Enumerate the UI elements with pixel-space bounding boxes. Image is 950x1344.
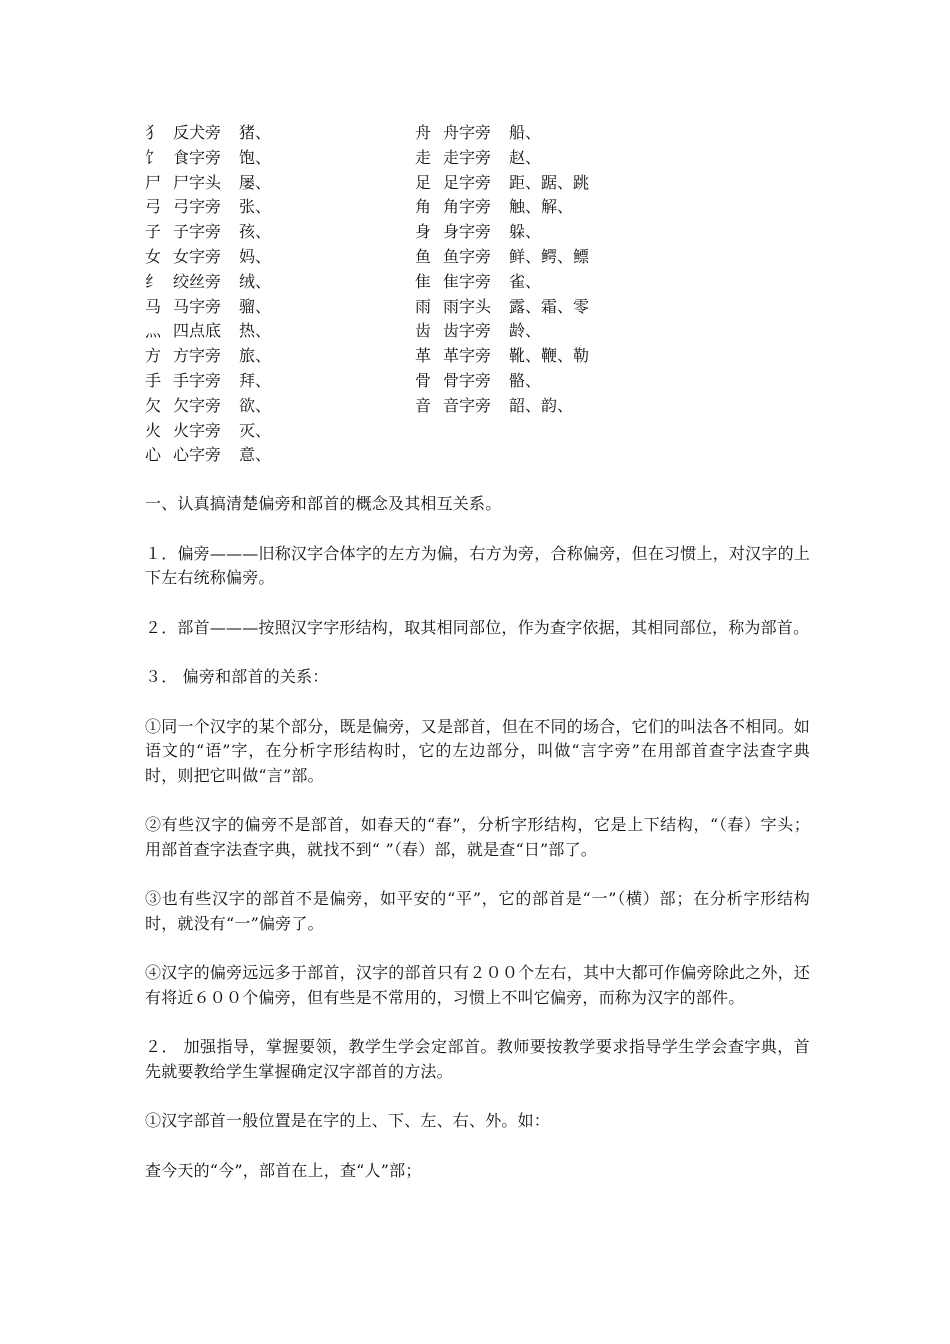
radical-glyph: 犭 [145,123,162,142]
paragraph: ④汉字的偏旁远远多于部首，汉字的部首只有２００个左右，其中大都可作偏旁除此之外，还有将近６００个偏旁，但有些是不常用的，习惯上不叫它偏旁，而称为汉字的部件。 [145,963,810,1007]
paragraph: ③也有些汉字的部首不是偏旁，如平安的“平”，它的部首是“一”（横）部；在分析字形结构时，就没有“一”偏旁了。 [145,889,810,933]
radical-glyph: 音 [415,395,432,415]
body-text [145,492,810,1208]
radical-row [145,344,271,369]
radical-row [415,295,589,320]
radical-examples: 灭、 [239,420,272,440]
radical-name: 身字旁 [443,222,492,242]
radical-name: 女字旁 [173,246,222,266]
radical-name: 革字旁 [443,346,492,366]
radical-row [145,220,271,245]
radical-row [145,195,271,220]
radical-row [145,319,271,344]
paragraph: ②有些汉字的偏旁不是部首，如春天的“春”，分析字形结构，它是上下结构，“（春）字头；用部首查字法查字典，就找不到“ ”（春）部，就是查“日”部了。 [145,815,810,859]
radical-row [415,121,589,146]
radical-row [415,369,589,394]
radical-glyph: 舟 [415,123,432,142]
radical-row [415,146,589,171]
radical-name: 尸字头 [173,172,222,192]
radical-examples: 雀、 [509,271,542,291]
radical-name: 足字旁 [443,172,492,192]
radical-examples: 张、 [239,197,272,217]
radical-glyph: 灬 [145,321,162,341]
paragraph: ①汉字部首一般位置是在字的上、下、左、右、外。如： [145,1111,551,1130]
radical-glyph: 子 [145,222,162,242]
radical-glyph: 火 [145,420,162,440]
radical-name: 反犬旁 [173,123,222,142]
radical-name: 角字旁 [443,197,492,217]
radical-name: 心字旁 [173,445,222,465]
radical-glyph: 女 [145,246,162,266]
radical-row [415,344,589,369]
radical-row [415,171,589,196]
radical-row [145,245,271,270]
radical-name: 绞丝旁 [173,271,222,291]
radical-glyph: 纟 [145,271,162,291]
radical-name: 子字旁 [173,222,222,242]
radical-glyph: 隹 [415,271,432,291]
radical-name: 音字旁 [443,395,492,415]
radical-row [415,245,589,270]
radical-examples: 饱、 [239,147,272,167]
radical-examples: 骝、 [239,296,272,316]
radical-glyph: 马 [145,296,162,316]
radical-examples: 孩、 [239,222,272,242]
radical-glyph: 饣 [145,147,162,167]
section-heading: 一、认真搞清楚偏旁和部首的概念及其相互关系。 [145,494,502,513]
radical-glyph: 齿 [415,321,432,341]
radical-row [145,443,271,468]
paragraph: ３． 偏旁和部首的关系： [145,667,329,686]
paragraph: １．偏旁———旧称汉字合体字的左方为偏，右方为旁，合称偏旁，但在习惯上，对汉字的上下左右统称偏旁。 [145,543,810,587]
radical-row [415,195,589,220]
radical-examples: 靴、鞭、勒 [509,346,590,366]
radical-name: 食字旁 [173,147,222,167]
radical-name: 火字旁 [173,420,222,440]
radical-name: 走字旁 [443,147,492,167]
radical-glyph: 足 [415,172,432,192]
radical-examples: 意、 [239,445,272,465]
radical-row [415,270,589,295]
radical-name: 骨字旁 [443,370,492,390]
radical-glyph: 手 [145,370,162,390]
radical-examples: 船、 [509,123,542,142]
radical-examples: 拜、 [239,370,272,390]
radical-examples: 旅、 [239,346,272,366]
radical-name: 四点底 [173,321,222,341]
paragraph: 查今天的“今”，部首在上，查“人”部； [145,1160,422,1180]
radical-name: 隹字旁 [443,271,492,291]
radical-row [145,394,271,419]
radical-examples: 触、解、 [509,197,574,217]
radical-column-left [145,121,271,468]
radical-examples: 热、 [239,321,272,341]
radical-examples: 欲、 [239,395,272,415]
radical-examples: 绒、 [239,271,272,291]
radical-row [145,270,271,295]
radical-name: 雨字头 [443,296,492,316]
radical-glyph: 欠 [145,395,162,415]
radical-glyph: 雨 [415,296,432,316]
radical-glyph: 走 [415,147,432,167]
radical-glyph: 弓 [145,197,162,217]
radical-examples: 屡、 [239,172,272,192]
radical-name: 欠字旁 [173,395,222,415]
paragraph: ２．部首———按照汉字字形结构，取其相同部位，作为查字依据，其相同部位，称为部首。 [145,617,810,637]
radical-examples: 龄、 [509,321,542,341]
radical-row [145,121,271,146]
radical-name: 舟字旁 [443,123,492,142]
radical-glyph: 角 [415,197,432,217]
radical-row [145,369,271,394]
radical-row [415,220,589,245]
radical-glyph: 心 [145,445,162,465]
radical-examples: 鲜、鳄、鳔 [509,246,590,266]
radical-name: 鱼字旁 [443,246,492,266]
radical-examples: 猪、 [239,123,272,142]
radical-glyph: 尸 [145,172,162,192]
radical-row [415,319,589,344]
radical-glyph: 方 [145,346,162,366]
radical-glyph: 骨 [415,370,432,390]
radical-name: 手字旁 [173,370,222,390]
radical-examples: 距、踞、跳 [509,172,590,192]
radical-name: 马字旁 [173,296,222,316]
radical-name: 方字旁 [173,346,222,366]
radical-examples: 妈、 [239,246,272,266]
radical-row [145,419,271,444]
paragraph: ２． 加强指导，掌握要领，教学生学会定部首。教师要按教学要求指导学生学会查字典，首先就要教给学生掌握确定汉字部首的方法。 [145,1037,810,1081]
radical-name: 齿字旁 [443,321,492,341]
radical-examples: 韶、韵、 [509,395,574,415]
radical-examples: 躲、 [509,222,542,242]
radical-row [415,394,589,419]
radical-column-right [415,121,589,419]
radical-name: 弓字旁 [173,197,222,217]
radical-examples: 骼、 [509,370,542,390]
radical-row [145,295,271,320]
radical-glyph: 身 [415,222,432,242]
radical-glyph: 革 [415,346,432,366]
radical-examples: 露、霜、零 [509,296,590,316]
radical-row [145,146,271,171]
paragraph: ①同一个汉字的某个部分，既是偏旁，又是部首，但在不同的场合，它们的叫法各不相同。如语文的“语”字，在分析字形结构时，它的左边部分，叫做“言字旁”在用部首查字法查字典时，则把它叫做“言”部。 [145,716,810,785]
radical-row [145,171,271,196]
radical-glyph: 鱼 [415,246,432,266]
radical-examples: 赵、 [509,147,542,167]
